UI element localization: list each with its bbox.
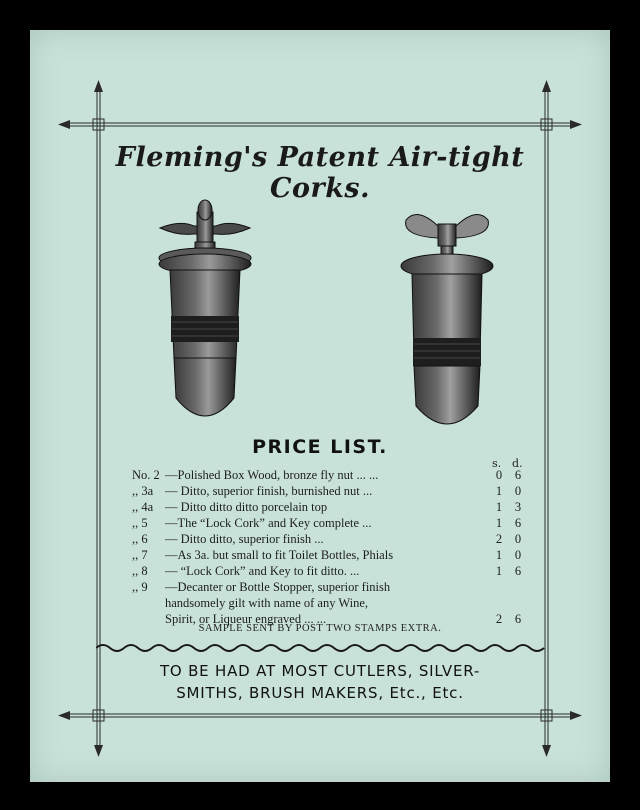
item-number: ,, 5: [132, 516, 148, 530]
item-shillings: 2: [495, 532, 503, 546]
pence-column-header: d.: [512, 457, 523, 470]
item-description: —Polished Box Wood, bronze fly nut ... ...: [165, 468, 379, 482]
item-pence: 3: [514, 500, 522, 514]
item-shillings: 1: [495, 484, 503, 498]
item-pence: 6: [514, 612, 522, 626]
item-description: — Ditto ditto, superior finish ...: [165, 532, 324, 546]
item-description: handsomely gilt with name of any Wine,: [165, 596, 369, 610]
price-row: [132, 596, 552, 612]
price-row: [132, 516, 552, 532]
fly-nut-cork-illustration: [398, 206, 496, 432]
item-shillings: 1: [495, 548, 503, 562]
price-row: [132, 564, 552, 580]
price-row: [132, 532, 552, 548]
item-pence: 0: [514, 532, 522, 546]
item-number: ,, 4a: [132, 500, 154, 514]
item-number: ,, 6: [132, 532, 148, 546]
item-description: — “Lock Cork” and Key to fit ditto. ...: [165, 564, 360, 578]
item-number: No. 2: [132, 468, 160, 482]
item-description: —Decanter or Bottle Stopper, superior finish: [165, 580, 391, 594]
wavy-divider: [96, 642, 546, 654]
price-row: [132, 468, 552, 484]
item-pence: 0: [514, 548, 522, 562]
item-pence: 6: [514, 564, 522, 578]
item-description: — Ditto ditto ditto porcelain top: [165, 500, 328, 514]
sample-note: SAMPLE SENT BY POST TWO STAMPS EXTRA.: [198, 623, 442, 634]
item-shillings: 1: [495, 564, 503, 578]
item-number: ,, 9: [132, 580, 148, 594]
shillings-column-header: s.: [492, 457, 502, 470]
item-shillings: 1: [495, 516, 503, 530]
price-row: [132, 500, 552, 516]
footer-line-2: SMITHS, BRUSH MAKERS, Etc., Etc.: [176, 684, 464, 702]
item-description: Spirit, or Liqueur engraved ... ...: [165, 612, 327, 626]
price-list-heading: PRICE LIST.: [252, 436, 388, 458]
advertisement-sheet: [30, 30, 610, 782]
footer-line-1: TO BE HAD AT MOST CUTLERS, SILVER-: [159, 662, 481, 680]
item-number: ,, 7: [132, 548, 148, 562]
price-row: [132, 484, 552, 500]
item-description: —The “Lock Cork” and Key complete ...: [165, 516, 372, 530]
item-pence: 6: [514, 516, 522, 530]
item-pence: 6: [514, 468, 522, 482]
advertisement-title: Fleming's Patent Air-tight Corks.: [115, 142, 525, 204]
item-description: —As 3a. but small to fit Toilet Bottles, Phials: [165, 548, 394, 562]
item-pence: 0: [514, 484, 522, 498]
item-number: ,, 8: [132, 564, 148, 578]
price-row: [132, 580, 552, 596]
item-number: ,, 3a: [132, 484, 154, 498]
item-shillings: 1: [495, 500, 503, 514]
cross-key-cork-illustration: [150, 198, 260, 426]
item-description: — Ditto, superior finish, burnished nut ...: [165, 484, 373, 498]
price-row: [132, 548, 552, 564]
item-shillings: 2: [495, 612, 503, 626]
item-shillings: 0: [495, 468, 503, 482]
